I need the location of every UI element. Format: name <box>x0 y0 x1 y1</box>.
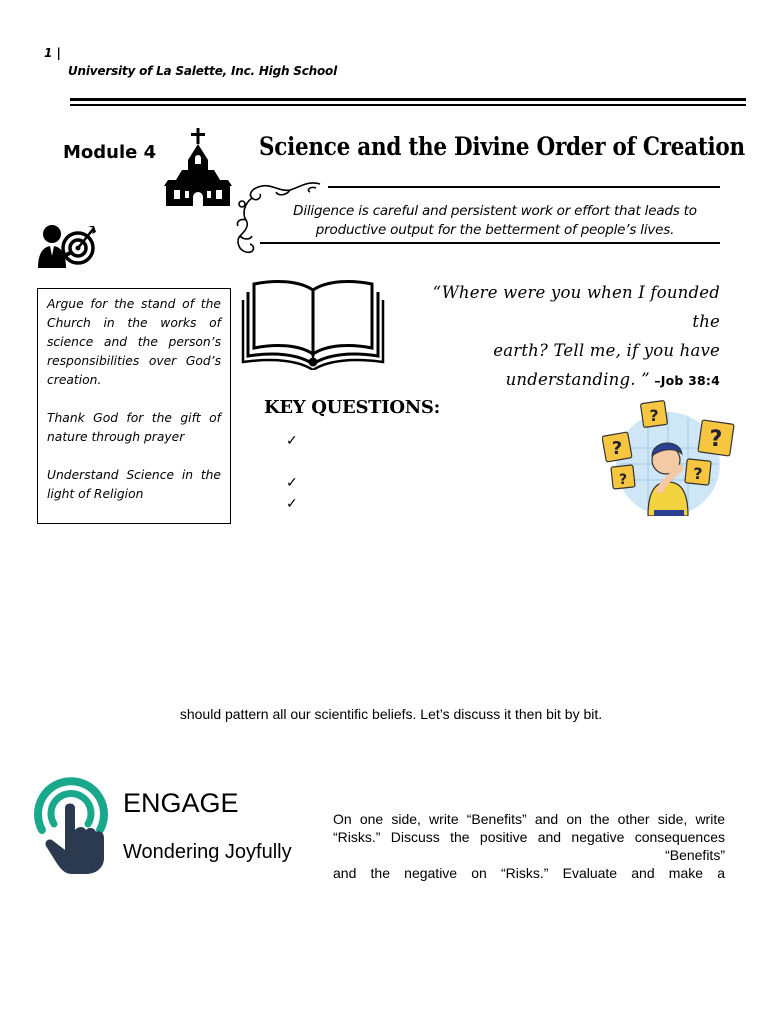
svg-text:?: ? <box>618 472 628 488</box>
scripture-quote <box>400 278 720 395</box>
school-name: University of La Salette, Inc. High School <box>68 64 338 78</box>
objective-item: Argue for the stand of the Church in the works of science and the person’s responsibilities over God’s creation. <box>47 297 221 387</box>
body-text-line: should pattern all our scientific beliefs. Let’s discuss it then bit by bit. <box>179 706 603 722</box>
engage-subtitle: Wondering Joyfully <box>123 841 292 863</box>
quote-line-3: understanding. ” <box>505 370 650 389</box>
svg-text:?: ? <box>709 427 723 452</box>
engage-instructions <box>333 810 725 882</box>
check-icon: ✓ <box>286 495 298 511</box>
engage-title: ENGAGE <box>123 788 239 818</box>
quote-line-1: “Where were you when I founded the <box>432 283 720 331</box>
svg-text:?: ? <box>693 464 703 483</box>
engage-text-line: “Benefits” <box>665 847 725 863</box>
svg-text:?: ? <box>611 438 623 459</box>
check-icon: ✓ <box>286 432 298 448</box>
title-divider-bottom <box>260 242 720 244</box>
page-number: 1 | <box>44 46 61 60</box>
quote-line-2: earth? Tell me, if you have <box>493 341 720 360</box>
target-person-icon <box>38 222 96 268</box>
church-icon <box>164 128 232 206</box>
objective-item: Understand Science in the light of Religion <box>47 468 221 501</box>
engage-text-line: On one side, write “Benefits” and on the other side, write <box>333 811 725 827</box>
quote-reference: –Job 38:4 <box>649 373 720 388</box>
module-label: Module 4 <box>63 142 157 163</box>
thinking-person-icon <box>602 398 736 516</box>
check-icon: ✓ <box>286 474 298 490</box>
open-book-icon <box>240 270 386 370</box>
diligence-definition <box>280 202 710 240</box>
engage-text-line: and the negative on “Risks.” Evaluate and make a <box>333 865 725 881</box>
diligence-line-2: productive output for the betterment of people’s lives. <box>315 222 675 238</box>
diligence-line-1: Diligence is careful and persistent work or effort that leads to <box>293 203 697 219</box>
title-divider-top <box>328 186 720 188</box>
touch-hand-icon <box>32 768 110 874</box>
svg-text:?: ? <box>649 406 659 425</box>
header-rule-thin <box>70 104 746 106</box>
objective-item: Thank God for the gift of nature through prayer <box>47 411 221 444</box>
header-rule-thick <box>70 98 746 101</box>
objectives-box <box>37 288 231 524</box>
key-questions-title: KEY QUESTIONS: <box>264 397 440 418</box>
engage-text-line: “Risks.” Discuss the positive and negative consequences <box>333 829 725 845</box>
module-title: Science and the Divine Order of Creation <box>259 132 745 161</box>
